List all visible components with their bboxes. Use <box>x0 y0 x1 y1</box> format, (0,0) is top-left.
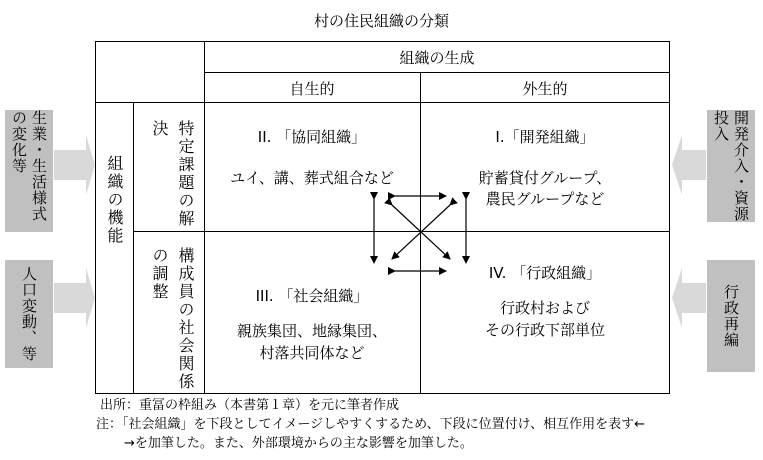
cell-cooperative-body: ユイ、講、葬式組合など <box>230 169 394 187</box>
cell-social-title: III. 「社会組織」 <box>255 287 369 305</box>
cell-administrative-body-1: 行政村および <box>499 299 590 317</box>
cell-administrative-body-2: その行政下部単位 <box>484 321 605 339</box>
cell-development-title: I.「開発組織」 <box>495 128 595 146</box>
factor-development-label: 開発介入・資源投入 <box>712 110 750 222</box>
cell-social-body-2: 村落共同体など <box>259 344 365 362</box>
cell-social-body-1: 親族集団、地縁集団、 <box>236 322 387 340</box>
cell-administrative-title: IV. 「行政組織」 <box>488 264 602 282</box>
cell-development-body-1: 貯蓄貸付グループ、 <box>478 169 612 187</box>
source-note: 出所：重冨の枠組み（本書第１章）を元に筆者作成 <box>100 398 400 413</box>
cell-cooperative-title: II. 「協同組織」 <box>257 128 367 146</box>
row-label-member-coordination: 構成員の社会関係の調整 <box>150 247 195 391</box>
factor-admin-box <box>707 260 755 372</box>
cell-development-body-2: 農民グループなど <box>485 190 605 208</box>
note-line-2: →を加筆した。また、外部環境からの主な影響を加筆した。 <box>124 436 473 451</box>
header-exogenous: 外生的 <box>522 80 568 98</box>
note-line-1: 注：「社会組織」を下段としてイメージしやすくするため、下段に位置付け、相互作用を表す← <box>96 417 645 432</box>
factor-population-box <box>5 260 53 368</box>
factor-development-box <box>707 110 755 222</box>
left-arrow-top <box>54 135 95 195</box>
factor-livelihood-box <box>5 110 53 232</box>
header-endogenous: 自生的 <box>289 80 335 98</box>
row-label-problem-solving: 特定課題の解決 <box>150 120 195 228</box>
header-generation: 組織の生成 <box>399 49 475 67</box>
right-arrow-bottom <box>672 268 706 328</box>
diagram-title: 村の住民組織の分類 <box>313 12 449 30</box>
factor-admin-label: 行政再編 <box>722 284 740 348</box>
function-label: 組織の機能 <box>105 155 124 245</box>
factor-livelihood-label: 生業・生活様式の変化等 <box>10 110 48 222</box>
right-arrow-top <box>672 135 706 195</box>
factor-population-label: 人口変動、等 <box>20 266 38 362</box>
left-arrow-bottom <box>54 268 95 328</box>
